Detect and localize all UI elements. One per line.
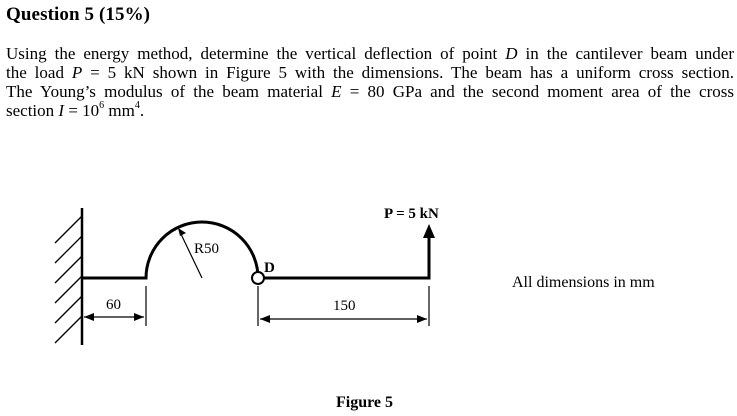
dimension-60-label: 60	[106, 297, 121, 313]
figure-caption: Figure 5	[336, 394, 394, 411]
fixed-support	[55, 208, 82, 345]
load-symbol: P	[71, 63, 83, 82]
radius-arrowhead	[178, 228, 186, 236]
question-line-3: The Young’s modulus of the beam material E = 80 GPa and the second moment area of the cross	[6, 82, 734, 101]
question-line-4: section $I = 10^6$ $mm^4$.	[6, 100, 145, 120]
question-line-2: the load P = 5 kN shown in Figure 5 with the dimensions. The beam has a uniform cross section.	[6, 63, 734, 82]
question-heading: Question 5 (15%)	[6, 4, 151, 25]
inertia-symbol: I	[58, 101, 65, 120]
point-d-marker	[252, 272, 264, 284]
point-symbol: D	[505, 44, 518, 63]
point-d-label: D	[264, 260, 275, 276]
load-label: P = 5 kN	[384, 206, 439, 222]
modulus-symbol: E	[331, 82, 342, 101]
units-note: All dimensions in mm	[512, 274, 655, 291]
dimension-150-label: 150	[333, 298, 356, 314]
radius-label: R50	[194, 241, 220, 257]
question-line-1: Using the energy method, determine the vertical deflection of point D in the cantilever beam under	[6, 44, 734, 63]
beam	[82, 222, 429, 278]
load-arrow	[423, 224, 435, 238]
